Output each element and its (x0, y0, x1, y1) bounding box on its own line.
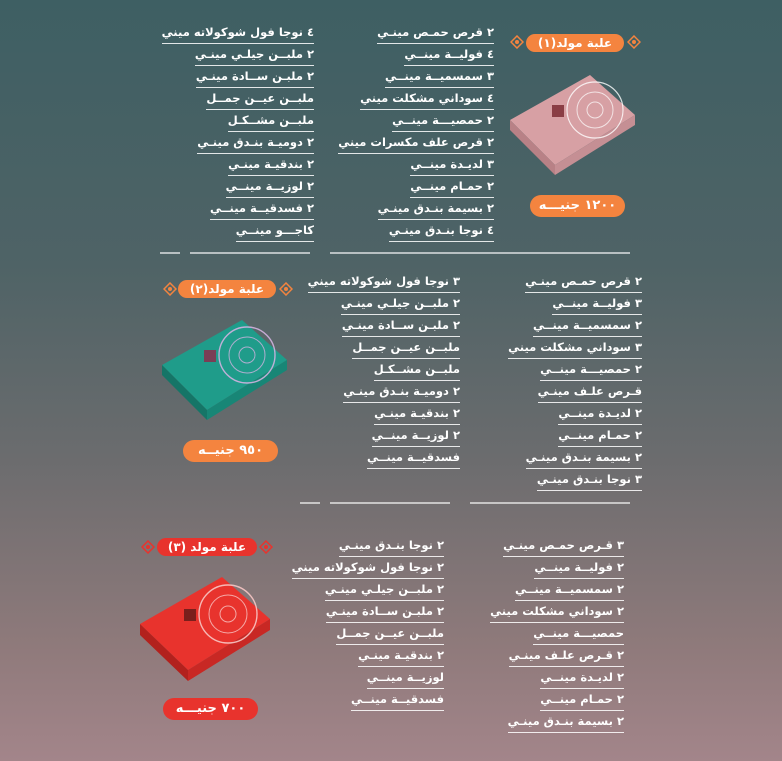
list-item: ٣ نوجا فول شوكولاته ميني (300, 271, 460, 293)
box3-image (130, 562, 275, 687)
list-item: ٢ حمصيـــة مينــي (334, 110, 494, 132)
list-item: ٢ ملبــن جيلـي مينـي (154, 44, 314, 66)
list-item: ٢ بسيمة بنـدق مينـي (482, 447, 642, 469)
box3-title: علبة مولد (٣) (157, 538, 257, 556)
list-item: ملبــن عيــن جمــل (300, 337, 460, 359)
list-item: ٢ حمـام مينــي (482, 425, 642, 447)
list-item: فسدقيــة مينــي (300, 447, 460, 469)
list-item: ٢ ملبـن ســادة مينـي (154, 66, 314, 88)
list-item: ٢ ملبــن جيلـي مينـي (300, 293, 460, 315)
list-item: ٣ فوليــة مينــي (482, 293, 642, 315)
list-item: ملبــن عيــن جمــل (284, 623, 444, 645)
list-item: ٢ حمصيـــة مينــي (482, 359, 642, 381)
list-item: ٢ قرص حمـص مينـي (334, 22, 494, 44)
ornament-icon (627, 35, 641, 49)
list-item: ٣ قـرص حمـص مينـي (464, 535, 624, 557)
ornament-icon (510, 35, 524, 49)
list-item: ٢ حمـام مينــي (334, 176, 494, 198)
list-item: ٢ دوميـة بنـدق مينـي (300, 381, 460, 403)
box1-image (500, 60, 640, 180)
list-item: ٢ نوجا فول شوكولاته ميني (284, 557, 444, 579)
ornament-icon (163, 282, 177, 296)
list-item: ٣ نوجا بنـدق مينـي (482, 469, 642, 491)
list-item: ٤ نوجا فول شوكولاته ميني (154, 22, 314, 44)
list-item: ٤ سوداني مشكلت ميني (334, 88, 494, 110)
list-item: ٢ بندقيـة مينـي (300, 403, 460, 425)
list-item: فسدقيــة مينــي (284, 689, 444, 711)
box1-col-left (154, 22, 314, 242)
list-item: ٢ ملبـن ســادة مينـي (284, 601, 444, 623)
list-item: ٢ ملبـن ســادة مينـي (300, 315, 460, 337)
box1-title: علبة مولد(١) (526, 34, 624, 52)
list-item: كاجـــو مينــي (154, 220, 314, 242)
list-item: ٢ قـرص علـف مينـي (464, 645, 624, 667)
divider (160, 252, 180, 254)
list-item: ٢ سمسميــة مينــي (464, 579, 624, 601)
list-item: ٤ نوجا بنـدق مينـي (334, 220, 494, 242)
box2-title: علبة مولد(٢) (178, 280, 276, 298)
box2-col-right (482, 271, 642, 491)
box3-price: ٧٠٠ جنيـــه (163, 698, 258, 720)
box3-col-right (464, 535, 624, 733)
list-item: ملبــن عيــن جمــل (154, 88, 314, 110)
list-item: ٢ بندقيـة مينـي (284, 645, 444, 667)
divider (330, 252, 630, 254)
list-item: ٢ لوزيــة مينــي (154, 176, 314, 198)
divider (190, 252, 310, 254)
list-item: ٤ فوليــة مينــي (334, 44, 494, 66)
ornament-icon (279, 282, 293, 296)
list-item: ملبــن مشــكـل (154, 110, 314, 132)
list-item: ٢ قرص حمـص مينـي (482, 271, 642, 293)
divider (470, 502, 630, 504)
ornament-icon (141, 540, 155, 554)
list-item: ٢ فسدقيــة مينــي (154, 198, 314, 220)
list-item: ٢ ملبــن جيلـي مينـي (284, 579, 444, 601)
list-item: ملبــن مشــكـل (300, 359, 460, 381)
ornament-icon (259, 540, 273, 554)
list-item: لوزيــة مينــي (284, 667, 444, 689)
box1-col-right (334, 22, 494, 242)
list-item: ٢ بسيمة بنـدق مينـي (464, 711, 624, 733)
list-item: ٢ لوزيــة مينــي (300, 425, 460, 447)
list-item: ٢ نوجا بنـدق مينـي (284, 535, 444, 557)
list-item: ٣ سوداني مشكلت ميني (482, 337, 642, 359)
divider (300, 502, 320, 504)
list-item: ٢ بسيمة بنـدق مينـي (334, 198, 494, 220)
list-item: ٢ لديـدة مينــي (464, 667, 624, 689)
box1-price: ١٢٠٠ جنيـــه (530, 195, 625, 217)
list-item: ٢ سمسميــة مينــي (482, 315, 642, 337)
list-item: ٣ سمسميــة مينــي (334, 66, 494, 88)
list-item: ٢ قرص علف مكسرات ميني (334, 132, 494, 154)
box2-col-left (300, 271, 460, 469)
list-item: ٢ بندقيـة مينـي (154, 154, 314, 176)
list-item: ٢ حمـام مينــي (464, 689, 624, 711)
list-item: حمصيـــة مينــي (464, 623, 624, 645)
box2-image (152, 305, 292, 425)
list-item: ٢ فوليــة مينــي (464, 557, 624, 579)
box2-price: ٩٥٠ جنيــه (183, 440, 278, 462)
box3-col-left (284, 535, 444, 711)
list-item: ٢ سوداني مشكلت ميني (464, 601, 624, 623)
list-item: ٢ لديـدة مينــي (482, 403, 642, 425)
divider (330, 502, 450, 504)
list-item: قـرص علـف مينـي (482, 381, 642, 403)
list-item: ٣ لديـدة مينــي (334, 154, 494, 176)
list-item: ٢ دوميـة بنـدق مينـي (154, 132, 314, 154)
